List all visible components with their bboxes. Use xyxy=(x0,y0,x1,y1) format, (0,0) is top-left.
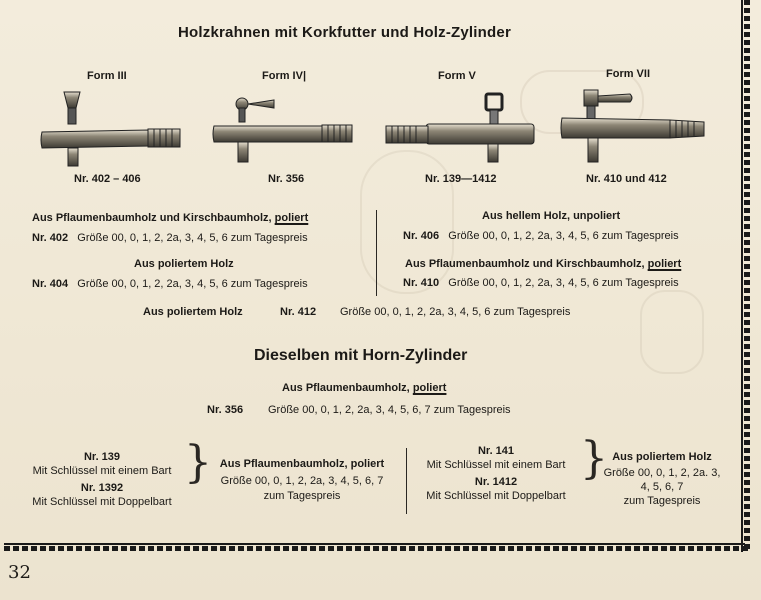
bottom-divider xyxy=(406,448,407,514)
bottom-d-line-1: Größe 00, 0, 1, 2, 2a. 3, xyxy=(603,467,721,479)
brace-left-c: } xyxy=(580,433,608,484)
left-row-1-nr: Nr. 402 xyxy=(32,232,69,244)
left-row-2-text: Größe 00, 0, 1, 2, 2a, 3, 4, 5, 6 zum Tagespreis xyxy=(77,278,308,290)
section-2-subtitle-main: Aus Pflaumenbaumholz, xyxy=(282,382,410,394)
form-number-iii: Nr. 402 – 406 xyxy=(74,173,141,185)
bottom-a-desc-2: Mit Schlüssel mit Doppelbart xyxy=(32,496,172,508)
bottom-c-nr-1: Nr. 141 xyxy=(477,445,515,457)
left-heading-1-main: Aus Pflaumenbaumholz und Kirschbaumholz, xyxy=(32,212,272,224)
brace-left-a: } xyxy=(184,437,212,488)
bottom-d-head: Aus poliertem Holz xyxy=(612,451,712,463)
left-heading-1-emph: poliert xyxy=(274,212,309,224)
right-row-2-text: Größe 00, 0, 1, 2, 2a, 3, 4, 5, 6 zum Tagespreis xyxy=(448,277,679,289)
full-row-nr: Nr. 412 xyxy=(280,306,317,318)
bottom-c-desc-2: Mit Schlüssel mit Doppelbart xyxy=(426,490,566,502)
form-label-iv: Form IV| xyxy=(262,70,307,82)
bottom-b-head-main: Aus Pflaumenbaumholz, xyxy=(219,458,348,470)
left-row-2 xyxy=(32,278,308,290)
right-row-1-text: Größe 00, 0, 1, 2, 2a, 3, 4, 5, 6 zum Tagespreis xyxy=(448,230,679,242)
right-heading-2 xyxy=(405,258,681,270)
bottom-col-d xyxy=(592,451,732,507)
left-heading-1 xyxy=(32,212,308,224)
right-row-2 xyxy=(403,277,679,289)
page-number: 32 xyxy=(8,562,31,583)
left-row-1 xyxy=(32,232,308,244)
bleed-through-mark xyxy=(360,150,454,294)
right-heading-1: Aus hellem Holz, unpoliert xyxy=(482,210,621,222)
bottom-b-head-emph: poliert xyxy=(350,458,385,470)
left-row-2-nr: Nr. 404 xyxy=(32,278,69,290)
bottom-c-desc-1: Mit Schlüssel mit einem Bart xyxy=(426,459,566,471)
tap-form-iv-illustration xyxy=(212,96,354,164)
section-2-subtitle-emph: poliert xyxy=(412,382,447,394)
bottom-b-line-2: zum Tagespreis xyxy=(263,490,341,502)
bottom-col-a xyxy=(22,451,182,508)
page-title: Holzkrahnen mit Korkfutter und Holz-Zylinder xyxy=(178,24,511,41)
right-row-1-nr: Nr. 406 xyxy=(403,230,440,242)
bottom-c-nr-2: Nr. 1412 xyxy=(474,476,518,488)
tap-form-v-illustration xyxy=(386,88,534,164)
form-number-iv: Nr. 356 xyxy=(268,173,305,185)
full-row-label: Aus poliertem Holz xyxy=(143,306,243,318)
left-row-1-text: Größe 00, 0, 1, 2, 2a, 3, 4, 5, 6 zum Tagespreis xyxy=(77,232,308,244)
left-heading-2: Aus poliertem Holz xyxy=(134,258,234,270)
right-heading-2-emph: poliert xyxy=(647,258,682,270)
border-bottom-dashes xyxy=(4,546,750,551)
bottom-d-line-2: 4, 5, 6, 7 xyxy=(640,481,684,493)
bottom-a-nr-2: Nr. 1392 xyxy=(80,482,124,494)
form-number-v: Nr. 139—1412 xyxy=(425,173,497,185)
bottom-a-desc-1: Mit Schlüssel mit einem Bart xyxy=(32,465,172,477)
bottom-col-c xyxy=(413,445,579,502)
bleed-through-mark xyxy=(640,290,704,374)
full-row-text: Größe 00, 0, 1, 2, 2a, 3, 4, 5, 6 zum Tagespreis xyxy=(340,306,571,318)
section-2-nr: Nr. 356 xyxy=(207,404,244,416)
section-2-text: Größe 00, 0, 1, 2, 2a, 3, 4, 5, 6, 7 zum Tagespreis xyxy=(268,404,511,416)
form-label-vii: Form VII xyxy=(606,68,651,80)
border-bottom-line xyxy=(4,543,745,545)
tap-form-iii-illustration xyxy=(40,88,182,168)
section-2-subtitle xyxy=(282,382,446,394)
bottom-d-line-3: zum Tagespreis xyxy=(623,495,701,507)
section-2-title: Dieselben mit Horn-Zylinder xyxy=(254,347,468,364)
form-label-v: Form V xyxy=(438,70,476,82)
tap-form-vii-illustration xyxy=(560,88,706,164)
bottom-col-b xyxy=(204,458,400,502)
form-number-vii: Nr. 410 und 412 xyxy=(586,173,667,185)
right-row-1 xyxy=(403,230,679,242)
bottom-a-nr-1: Nr. 139 xyxy=(83,451,121,463)
column-divider xyxy=(376,210,377,296)
bottom-b-line-1: Größe 00, 0, 1, 2, 2a, 3, 4, 5, 6, 7 xyxy=(220,475,384,487)
right-row-2-nr: Nr. 410 xyxy=(403,277,440,289)
right-heading-2-main: Aus Pflaumenbaumholz und Kirschbaumholz, xyxy=(405,258,645,270)
border-right-dashes xyxy=(744,0,750,552)
border-right-line xyxy=(741,0,743,552)
form-label-iii: Form III xyxy=(87,70,127,82)
